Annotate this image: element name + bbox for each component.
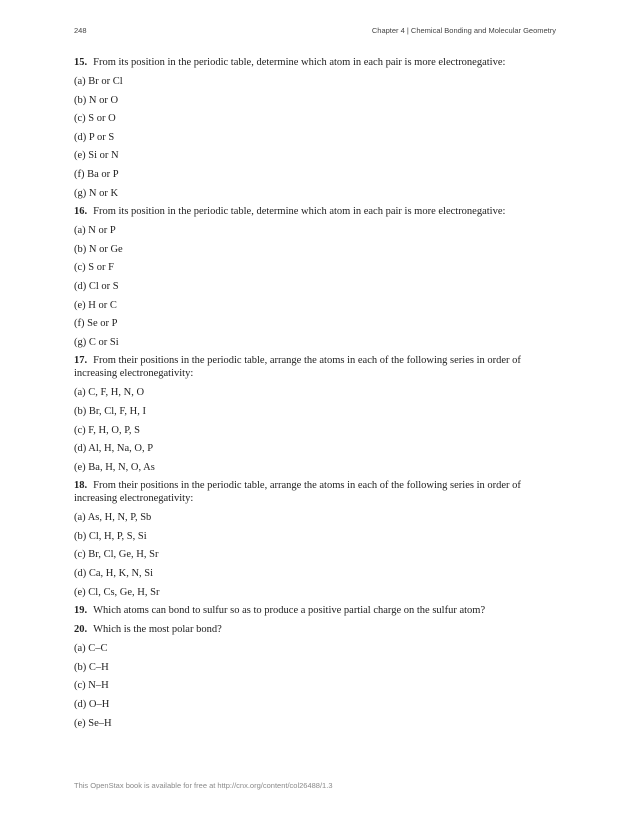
question-text: From their positions in the periodic table, arrange the atoms in each of the following series in order of increasing electronegativity: [74,355,521,380]
answer-option: (c) S or O [74,113,116,125]
question-text: Which atoms can bond to sulfur so as to produce a positive partial charge on the sulfur atom? [93,605,486,617]
question-number: 18. [74,480,88,492]
question-15 [74,56,556,69]
answer-option: (d) Cl or S [74,280,119,292]
answer-option: (e) Si or N [74,150,119,162]
answer-option: (e) H or C [74,299,117,311]
answer-option: (e) Se–H [74,717,112,729]
question-16 [74,205,556,218]
page-number: 248 [74,26,87,35]
answer-option: (a) N or P [74,225,116,237]
footer-availability-note: This OpenStax book is available for free at http://cnx.org/content/col26488/1.3 [74,781,333,790]
answer-option: (a) C, F, H, N, O [74,387,145,399]
question-number: 15. [74,57,88,68]
answer-option: (c) S or F [74,262,114,274]
answer-option: (c) Br, Cl, Ge, H, Sr [74,549,159,561]
question-text: From its position in the periodic table, determine which atom in each pair is more electronegative: [93,57,506,68]
answer-option: (b) N or Ge [74,243,123,255]
answer-option: (f) Se or P [74,318,118,330]
answer-option: (b) N or O [74,94,119,106]
answer-option: (d) P or S [74,131,115,143]
answer-option: (g) C or Si [74,336,119,348]
answer-option: (d) Ca, H, K, N, Si [74,568,154,580]
question-text: From its position in the periodic table, determine which atom in each pair is more electronegative: [93,206,506,218]
answer-option: (c) N–H [74,680,109,692]
answer-option: (c) F, H, O, P, S [74,424,140,436]
question-18 [74,479,556,505]
answer-option: (f) Ba or P [74,168,119,180]
answer-option: (d) O–H [74,699,110,711]
exercise-list [74,56,556,735]
answer-option: (a) C–C [74,643,108,655]
question-20 [74,623,556,636]
question-number: 19. [74,605,88,617]
answer-option: (d) Al, H, Na, O, P [74,443,154,455]
question-text: From their positions in the periodic table, arrange the atoms in each of the following series in order of increasing electronegativity: [74,480,521,505]
question-17 [74,354,556,380]
answer-option: (a) Br or Cl [74,76,123,87]
answer-option: (a) As, H, N, P, Sb [74,512,152,524]
answer-option: (b) C–H [74,661,109,673]
answer-option: (e) Cl, Cs, Ge, H, Sr [74,586,160,598]
question-number: 17. [74,355,88,367]
answer-option: (g) N or K [74,187,119,199]
question-19 [74,604,556,617]
answer-option: (b) Cl, H, P, S, Si [74,530,147,542]
question-number: 20. [74,624,88,636]
chapter-header: Chapter 4 | Chemical Bonding and Molecular Geometry [371,26,556,35]
question-number: 16. [74,206,88,218]
answer-option: (e) Ba, H, N, O, As [74,461,155,473]
question-text: Which is the most polar bond? [93,624,222,636]
answer-option: (b) Br, Cl, F, H, I [74,405,146,417]
